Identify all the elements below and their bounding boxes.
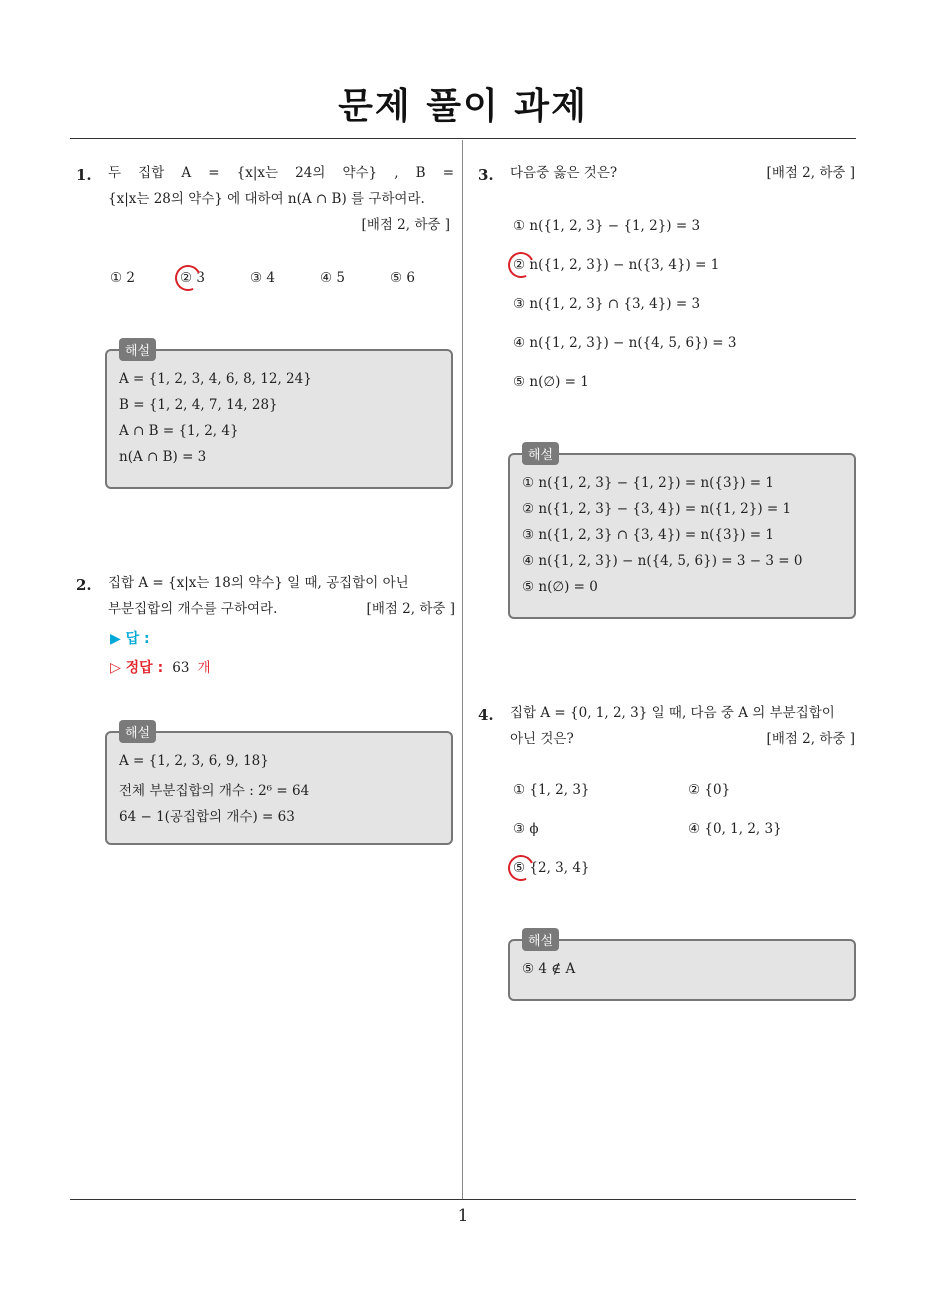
- solution-box: [508, 934, 856, 1001]
- question-number: 1.: [76, 166, 92, 184]
- solution-line: ② n({1, 2, 3} − {3, 4}) = n({1, 2}) = 1: [522, 501, 792, 517]
- selected-circle-mark: [171, 261, 204, 294]
- option-2[interactable]: ② n({1, 2, 3}) − n({3, 4}) = 1: [513, 257, 720, 273]
- solution-line: ⑤ n(∅) = 0: [522, 579, 598, 595]
- option-5[interactable]: ⑤ {2, 3, 4}: [513, 860, 590, 876]
- solution-line: 전체 부분집합의 개수 : 2⁶ = 64: [119, 783, 310, 799]
- solution-tag: 해설: [119, 338, 156, 361]
- question-text: 아닌 것은?: [510, 731, 574, 747]
- score-label: [배점 2, 하중 ]: [366, 601, 455, 617]
- option-3[interactable]: ③ n({1, 2, 3} ∩ {3, 4}) = 3: [513, 296, 701, 312]
- page-number: 1: [457, 1206, 469, 1226]
- option-5[interactable]: ⑤ 6: [390, 270, 415, 286]
- correct-value: 63: [172, 660, 190, 676]
- correct-answer-row: [110, 656, 211, 677]
- selected-circle-mark: [504, 851, 537, 884]
- selected-circle-mark: [504, 248, 537, 281]
- question-text: 부분집합의 개수를 구하여라.: [108, 601, 278, 617]
- score-label: [배점 2, 하중 ]: [361, 217, 450, 233]
- option-2[interactable]: ② 3: [180, 270, 205, 286]
- solution-line: A ∩ B = {1, 2, 4}: [119, 423, 239, 439]
- solution-tag: 해설: [522, 928, 559, 951]
- solution-box: [105, 726, 453, 845]
- option-1[interactable]: ① 2: [110, 270, 135, 286]
- option-3[interactable]: ③ ϕ: [513, 821, 539, 837]
- correct-unit: 개: [197, 660, 211, 676]
- header-divider: [70, 138, 856, 139]
- footer-divider: [70, 1199, 856, 1200]
- question-text: 집합 A = {0, 1, 2, 3} 일 때, 다음 중 A 의 부분집합이: [510, 705, 835, 721]
- question-text: 집합 A = {x|x는 18의 약수} 일 때, 공집합이 아닌: [108, 575, 409, 591]
- question-text: {x|x는 28의 약수} 에 대하여 n(A ∩ B) 를 구하여라.: [108, 191, 425, 207]
- option-4[interactable]: ④ 5: [320, 270, 345, 286]
- solution-line: B = {1, 2, 4, 7, 14, 28}: [119, 397, 278, 413]
- solution-line: A = {1, 2, 3, 6, 9, 18}: [119, 753, 269, 769]
- question-text: 두 집합 A = {x|x는 24의 약수} , B =: [108, 165, 454, 181]
- page-title: 문제 풀이 과제: [338, 86, 588, 127]
- answer-label: ▶ 답 :: [110, 631, 150, 647]
- option-4[interactable]: ④ n({1, 2, 3}) − n({4, 5, 6}) = 3: [513, 335, 737, 351]
- option-3[interactable]: ③ 4: [250, 270, 275, 286]
- solution-line: A = {1, 2, 3, 4, 6, 8, 12, 24}: [119, 371, 312, 387]
- solution-box: [105, 344, 453, 489]
- question-number: 4.: [478, 706, 494, 724]
- option-1[interactable]: ① n({1, 2, 3} − {1, 2}) = 3: [513, 218, 701, 234]
- solution-line: 64 − 1(공집합의 개수) = 63: [119, 809, 295, 825]
- solution-line: ⑤ 4 ∉ A: [522, 961, 576, 977]
- option-2[interactable]: ② {0}: [688, 782, 731, 798]
- solution-line: n(A ∩ B) = 3: [119, 449, 207, 465]
- column-divider: [462, 140, 463, 1200]
- question-number: 2.: [76, 576, 92, 594]
- solution-line: ③ n({1, 2, 3} ∩ {3, 4}) = n({3}) = 1: [522, 527, 774, 543]
- solution-box: [508, 448, 856, 619]
- option-1[interactable]: ① {1, 2, 3}: [513, 782, 590, 798]
- solution-tag: 해설: [119, 720, 156, 743]
- question-text: 다음중 옳은 것은?: [510, 165, 618, 181]
- correct-label: ▷ 정답 :: [110, 660, 164, 676]
- score-label: [배점 2, 하중 ]: [766, 165, 855, 181]
- solution-tag: 해설: [522, 442, 559, 465]
- solution-line: ④ n({1, 2, 3}) − n({4, 5, 6}) = 3 − 3 = 0: [522, 553, 803, 569]
- option-5[interactable]: ⑤ n(∅) = 1: [513, 374, 589, 390]
- question-number: 3.: [478, 166, 494, 184]
- score-label: [배점 2, 하중 ]: [766, 731, 855, 747]
- option-4[interactable]: ④ {0, 1, 2, 3}: [688, 821, 782, 837]
- solution-line: ① n({1, 2, 3} − {1, 2}) = n({3}) = 1: [522, 475, 774, 491]
